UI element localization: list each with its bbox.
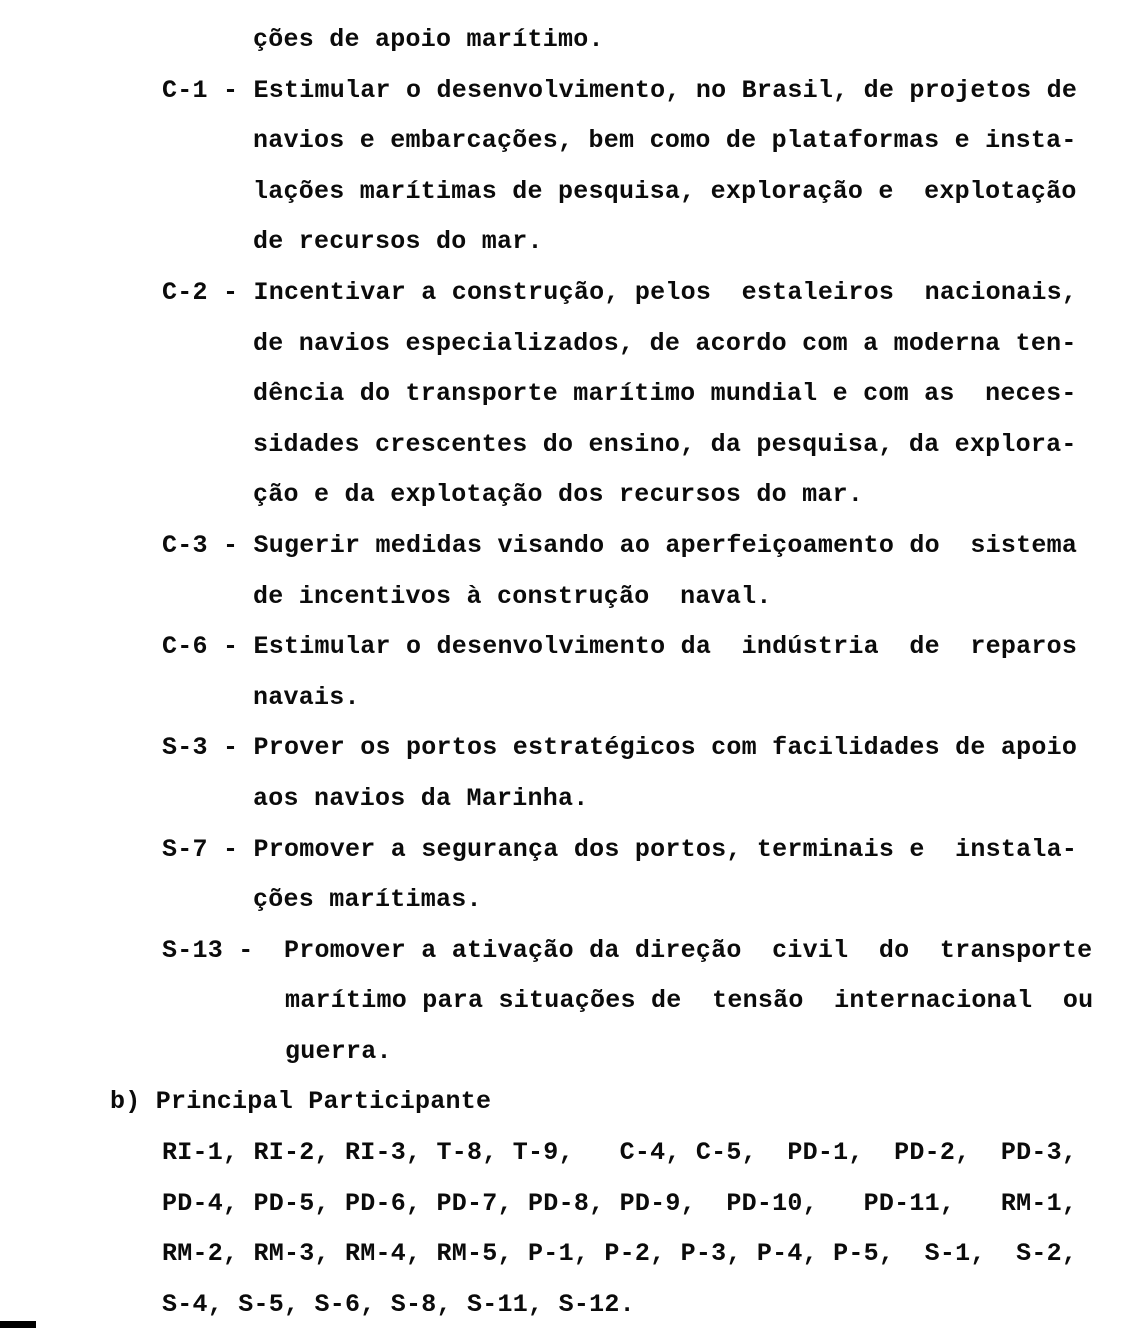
line-objective-s7-cont-1: ções marítimas. [253, 885, 482, 915]
line-heading-principal-participante: b) Principal Participante [110, 1087, 492, 1117]
line-objective-c1: C-1 - Estimular o desenvolvimento, no Brasil, de projetos de [162, 75, 1078, 105]
line-objective-c1-cont-3: de recursos do mar. [253, 227, 543, 257]
line-participant-codes-2: PD-4, PD-5, PD-6, PD-7, PD-8, PD-9, PD-10, PD-11, RM-1, [162, 1188, 1078, 1218]
line-participant-codes-4: S-4, S-5, S-6, S-8, S-11, S-12. [162, 1289, 635, 1319]
line-objective-c2-cont-2: dência do transporte marítimo mundial e com as neces- [253, 379, 1077, 409]
line-objective-c2-cont-4: ção e da explotação dos recursos do mar. [253, 480, 864, 510]
line-objective-s13: S-13 - Promover a ativação da direção civil do transporte [162, 935, 1093, 965]
line-objective-c2-cont-1: de navios especializados, de acordo com a moderna ten- [253, 328, 1077, 358]
line-participant-codes-1: RI-1, RI-2, RI-3, T-8, T-9, C-4, C-5, PD-1, PD-2, PD-3, [162, 1138, 1078, 1168]
line-objective-s7: S-7 - Promover a segurança dos portos, terminais e instala- [162, 834, 1078, 864]
line-objective-c6: C-6 - Estimular o desenvolvimento da indústria de reparos [162, 632, 1078, 662]
line-overflow-coes-apoio: ções de apoio marítimo. [253, 25, 604, 54]
line-objective-c1-cont-1: navios e embarcações, bem como de plataformas e insta- [253, 126, 1077, 156]
line-objective-s13-cont-2: guerra. [285, 1036, 392, 1066]
line-objective-s3: S-3 - Prover os portos estratégicos com facilidades de apoio [162, 733, 1078, 763]
line-objective-s13-cont-1: marítimo para situações de tensão internacional ou [285, 986, 1094, 1016]
line-objective-c3-cont-1: de incentivos à construção naval. [253, 581, 772, 611]
line-objective-c1-cont-2: lações marítimas de pesquisa, exploração e explotação [253, 176, 1077, 206]
line-objective-c2: C-2 - Incentivar a construção, pelos estaleiros nacionais, [162, 277, 1078, 307]
line-objective-s3-cont-1: aos navios da Marinha. [253, 783, 589, 813]
line-objective-c2-cont-3: sidades crescentes do ensino, da pesquisa, da explora- [253, 429, 1077, 459]
line-objective-c3: C-3 - Sugerir medidas visando ao aperfeiçoamento do sistema [162, 530, 1078, 560]
line-participant-codes-3: RM-2, RM-3, RM-4, RM-5, P-1, P-2, P-3, P-4, P-5, S-1, S-2, [162, 1239, 1078, 1269]
scan-edge-artifact [0, 1321, 36, 1328]
line-objective-c6-cont-1: navais. [253, 682, 360, 712]
